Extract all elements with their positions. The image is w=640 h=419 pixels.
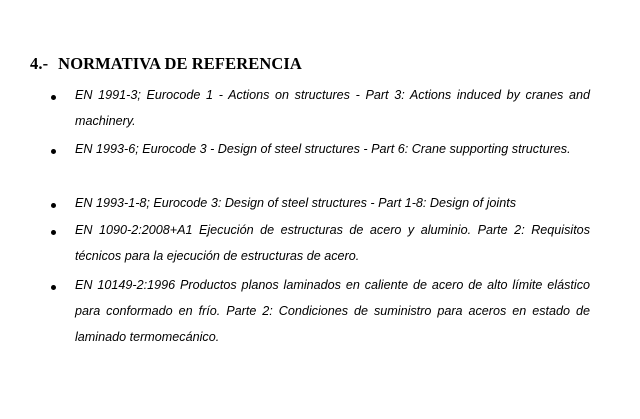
reference-text: EN 10149-2:1996 Productos planos laminados en caliente de acero de alto límite elástico para conformado en frío. Parte 2: Condiciones de suministro para aceros en estado de laminado termomecánico. xyxy=(75,278,590,344)
reference-text: EN 1993-6; Eurocode 3 - Design of steel structures - Part 6: Crane supporting structures. xyxy=(75,142,571,156)
bullet-icon xyxy=(51,230,56,235)
reference-text: EN 1090-2:2008+A1 Ejecución de estructuras de acero y aluminio. Parte 2: Requisitos técnicos para la ejecución de estructuras de acero. xyxy=(75,223,590,263)
bullet-icon xyxy=(51,285,56,290)
section-heading xyxy=(30,54,302,74)
reference-text: EN 1991-3; Eurocode 1 - Actions on structures - Part 3: Actions induced by cranes and machinery. xyxy=(75,88,590,128)
section-number: 4.- xyxy=(30,54,49,73)
section-title: NORMATIVA DE REFERENCIA xyxy=(58,54,302,73)
reference-text: EN 1993-1-8; Eurocode 3: Design of steel structures - Part 1-8: Design of joints xyxy=(75,196,516,210)
bullet-icon xyxy=(51,95,56,100)
bullet-icon xyxy=(51,149,56,154)
bullet-icon xyxy=(51,203,56,208)
